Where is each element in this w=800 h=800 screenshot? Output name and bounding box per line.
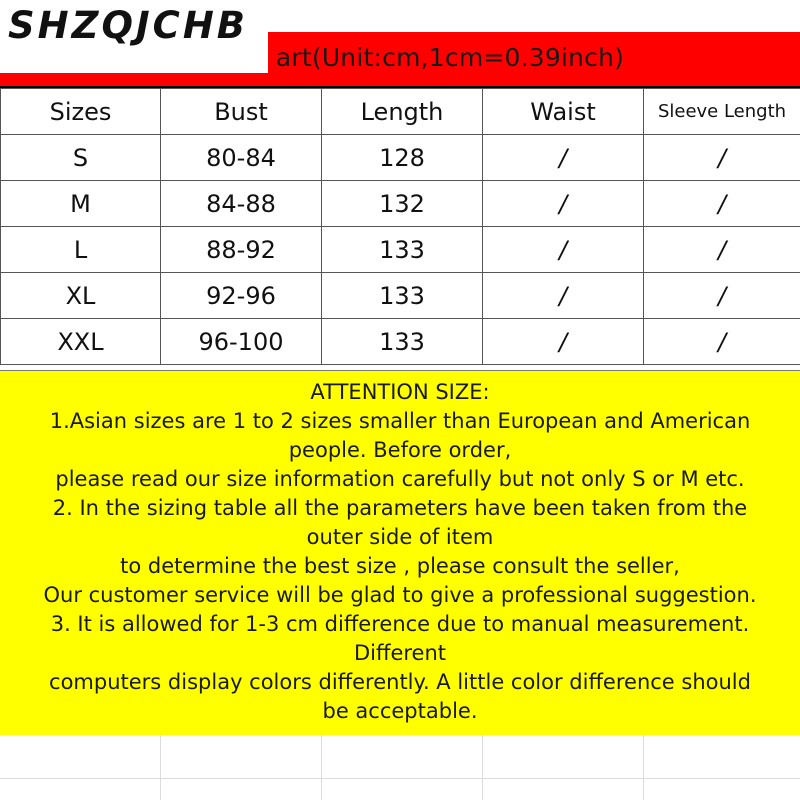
- cell-length: 133: [322, 227, 483, 273]
- cell-bust: 92-96: [161, 273, 322, 319]
- cell-size: L: [1, 227, 161, 273]
- cell-waist: /: [483, 273, 644, 319]
- notice-line: to determine the best size , please consult the seller,: [120, 554, 680, 578]
- cell-size: XL: [1, 273, 161, 319]
- attention-notice: [0, 370, 800, 735]
- cell-bust: 84-88: [161, 181, 322, 227]
- notice-line: computers display colors differently. A little color difference should: [49, 670, 751, 694]
- notice-line: please read our size information carefully but not only S or M etc.: [55, 467, 745, 491]
- cell-sleeve-length: /: [644, 135, 800, 181]
- notice-line: be acceptable.: [322, 699, 478, 723]
- header-length: Length: [322, 89, 483, 135]
- table-header-row: [1, 89, 800, 135]
- table-row: [1, 135, 800, 181]
- cell-sleeve-length: /: [644, 319, 800, 365]
- notice-heading: ATTENTION SIZE:: [310, 380, 490, 404]
- notice-line: 3. It is allowed for 1-3 cm difference due to manual measurement.: [50, 612, 750, 636]
- cell-waist: /: [483, 181, 644, 227]
- header-sleeve-length: Sleeve Length: [644, 89, 800, 135]
- cell-bust: 80-84: [161, 135, 322, 181]
- brand-name: SHZQJCHB: [8, 4, 248, 47]
- cell-size: XXL: [1, 319, 161, 365]
- grid-line: [643, 735, 644, 800]
- size-chart-table: [0, 88, 800, 365]
- grid-line: [0, 778, 800, 779]
- notice-line: Different: [353, 641, 447, 665]
- cell-sleeve-length: /: [644, 227, 800, 273]
- notice-line: people. Before order,: [288, 438, 512, 462]
- cell-size: S: [1, 135, 161, 181]
- cell-length: 128: [322, 135, 483, 181]
- cell-length: 133: [322, 273, 483, 319]
- page-title: art(Unit:cm,1cm=0.39inch): [275, 43, 625, 72]
- cell-length: 132: [322, 181, 483, 227]
- table-row: [1, 273, 800, 319]
- cell-sleeve-length: /: [644, 181, 800, 227]
- grid-line: [321, 735, 322, 800]
- table-row: [1, 319, 800, 365]
- cell-bust: 96-100: [161, 319, 322, 365]
- header-bust: Bust: [161, 89, 322, 135]
- notice-text: [0, 378, 800, 726]
- notice-line: Our customer service will be glad to give a professional suggestion.: [43, 583, 757, 607]
- cell-sleeve-length: /: [644, 273, 800, 319]
- grid-line: [482, 735, 483, 800]
- cell-size: M: [1, 181, 161, 227]
- grid-line: [160, 735, 161, 800]
- cell-waist: /: [483, 227, 644, 273]
- header-waist: Waist: [483, 89, 644, 135]
- brand-logo: [0, 0, 268, 73]
- cell-waist: /: [483, 135, 644, 181]
- notice-line: outer side of item: [306, 525, 494, 549]
- notice-line: 1.Asian sizes are 1 to 2 sizes smaller than European and American: [49, 409, 751, 433]
- cell-bust: 88-92: [161, 227, 322, 273]
- notice-line: 2. In the sizing table all the parameters have been taken from the: [52, 496, 748, 520]
- header-sizes: Sizes: [1, 89, 161, 135]
- table-row: [1, 227, 800, 273]
- table-row: [1, 181, 800, 227]
- cell-length: 133: [322, 319, 483, 365]
- cell-waist: /: [483, 319, 644, 365]
